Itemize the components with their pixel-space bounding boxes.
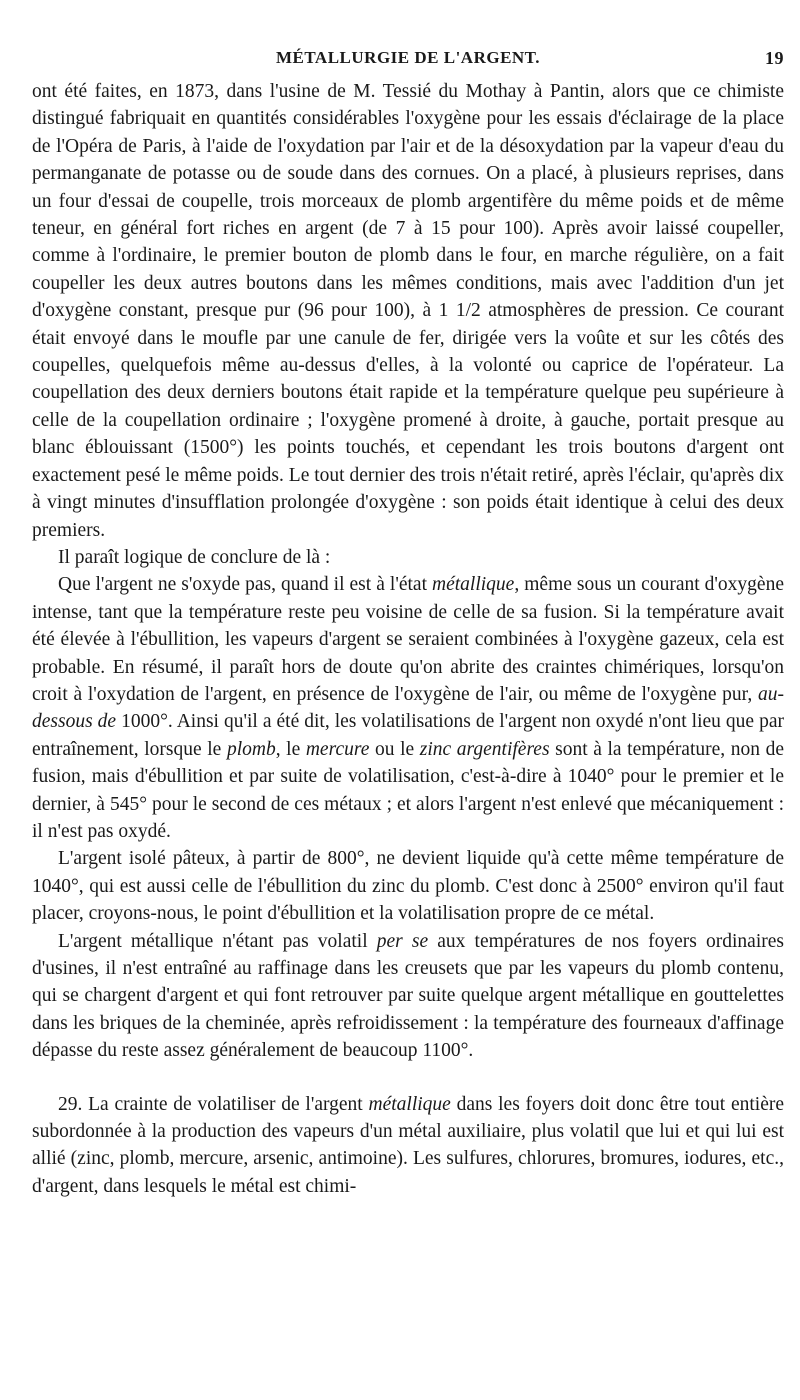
paragraph-silver-oxidation [32,571,784,845]
text-run: ou le [369,738,420,760]
italic-term: mercure [305,738,370,760]
paragraph-section-29 [32,1091,784,1201]
italic-term: métallique [432,574,515,596]
text-run: L'argent métallique n'étant pas volatil [58,930,377,952]
paragraph-text: ont été faites, en 1873, dans l'usine de M. Tessié du Mothay à Pantin, alors que ce chimiste distingué fabriquait en quantités considérables l'oxygène pour les essais d'éclairage de la place de l'Opéra de Paris, à l'aide de l'oxydation par l'air et de la désoxydation par la vapeur d'eau du permanganate de potasse ou de soude dans des cornues. On a placé, à plusieurs reprises, dans un four d'essai de coupelle, trois morceaux de plomb argentifère du même poids et de même teneur, en général fort riches en argent (de 7 à 15 pour 100). Après avoir laissé coupeller, comme à l'ordinaire, le premier bouton de plomb dans le four, en marche régulière, on a fait coupeller les deux autres boutons dans les mêmes conditions, mais avec l'addition d'un jet d'oxygène constant, presque pur (96 pour 100), à 1 1/2 atmosphères de pression. Ce courant était envoyé dans le moufle par une canule de fer, dirigée vers la voûte et sur les côtés des coupelles, quelquefois même au-dessus d'elles, à la volonté ou caprice de l'opérateur. La coupellation des deux derniers boutons était rapide et la température quelque peu supérieure à celle de la coupellation ordinaire ; l'oxygène promené à droite, à gauche, portait presque au blanc éblouissant (1500°) les points touchés, et cependant les trois boutons d'argent ont exactement pesé le même poids. Le tout dernier des trois n'était retiré, après l'éclair, qu'après dix à vingt minutes d'insufflation prolongée d'oxygène : son poids était identique à celui des deux premiers. [32,81,784,541]
italic-term: per se [376,930,429,952]
page-number: 19 [765,48,784,68]
text-run: 29. La crainte de volatiliser de l'argent [58,1093,369,1115]
text-run: Que l'argent ne s'oxyde pas, quand il est à l'état [58,574,433,596]
running-head [32,48,784,78]
page [32,48,784,1200]
paragraph-text: Il paraît logique de conclure de là : [58,546,331,568]
paragraph-continued [32,78,784,544]
italic-term: plomb [226,738,276,760]
body-text [32,78,784,1200]
text-run: sont à la température, non de fusion, mais d'ébullition et par suite de volatilisation, c'est-à-dire à 1040° pour le premier et le dernier, à 545° pour le second de ces métaux ; et alors l'argent n'est enlevé que mécaniquement : il n'est pas oxydé. [32,738,785,842]
running-title: MÉTALLURGIE DE L'ARGENT. [275,48,541,67]
text-run: aux températures de nos foyers ordinaires d'usines, il n'est entraîné au raffinage dans les creusets que par les vapeurs du plomb contenu, qui se chargent d'argent et qui font retrouver par suite quelque argent métallique en gouttelettes dans les briques de la cheminée, après refroidissement : la température des fourneaux d'affinage dépasse du reste assez généralement de beaucoup 1100°. [32,930,784,1062]
italic-term: au-dessous de [32,683,784,733]
paragraph-metallic-silver [32,928,784,1065]
italic-term: métallique [368,1093,451,1115]
text-run: , le [275,738,306,760]
text-run: , même sous un courant d'oxygène intense, tant que la température reste peu voisine de celle de sa fusion. Si la température avait été élevée à l'ébullition, les vapeurs d'argent se seraient combinées à l'oxygène gazeux, cela est probable. En résumé, il paraît hors de doute qu'on abrite des craintes chimériques, lorsqu'on croit à l'oxydation de l'argent, en présence de l'oxygène de l'air, ou même de l'oxygène pur, [32,574,784,705]
paragraph-pasty-silver [32,845,784,927]
text-run: 1000°. Ainsi qu'il a été dit, les volatilisations de l'argent non oxydé n'ont lieu que par entraînement, lorsque le [32,711,784,760]
paragraph-text: L'argent isolé pâteux, à partir de 800°, ne devient liquide qu'à cette même température de 1040°, qui est aussi celle de l'ébullition du zinc du plomb. C'est donc à 2500° environ qu'il faut placer, croyons-nous, le point d'ébullition et la volatilisation propre de ce métal. [32,848,784,925]
text-run: dans les foyers doit donc être tout entière subordonnée à la production des vapeurs d'un métal auxiliaire, plus volatil que lui et qui lui est allié (zinc, plomb, mercure, arsenic, antimoine). Les sulfures, chlorures, bromures, iodures, etc., d'argent, dans lesquels le métal est chimi- [32,1093,784,1197]
paragraph-conclusion-intro [32,544,784,571]
italic-term: zinc argentifères [419,738,550,760]
